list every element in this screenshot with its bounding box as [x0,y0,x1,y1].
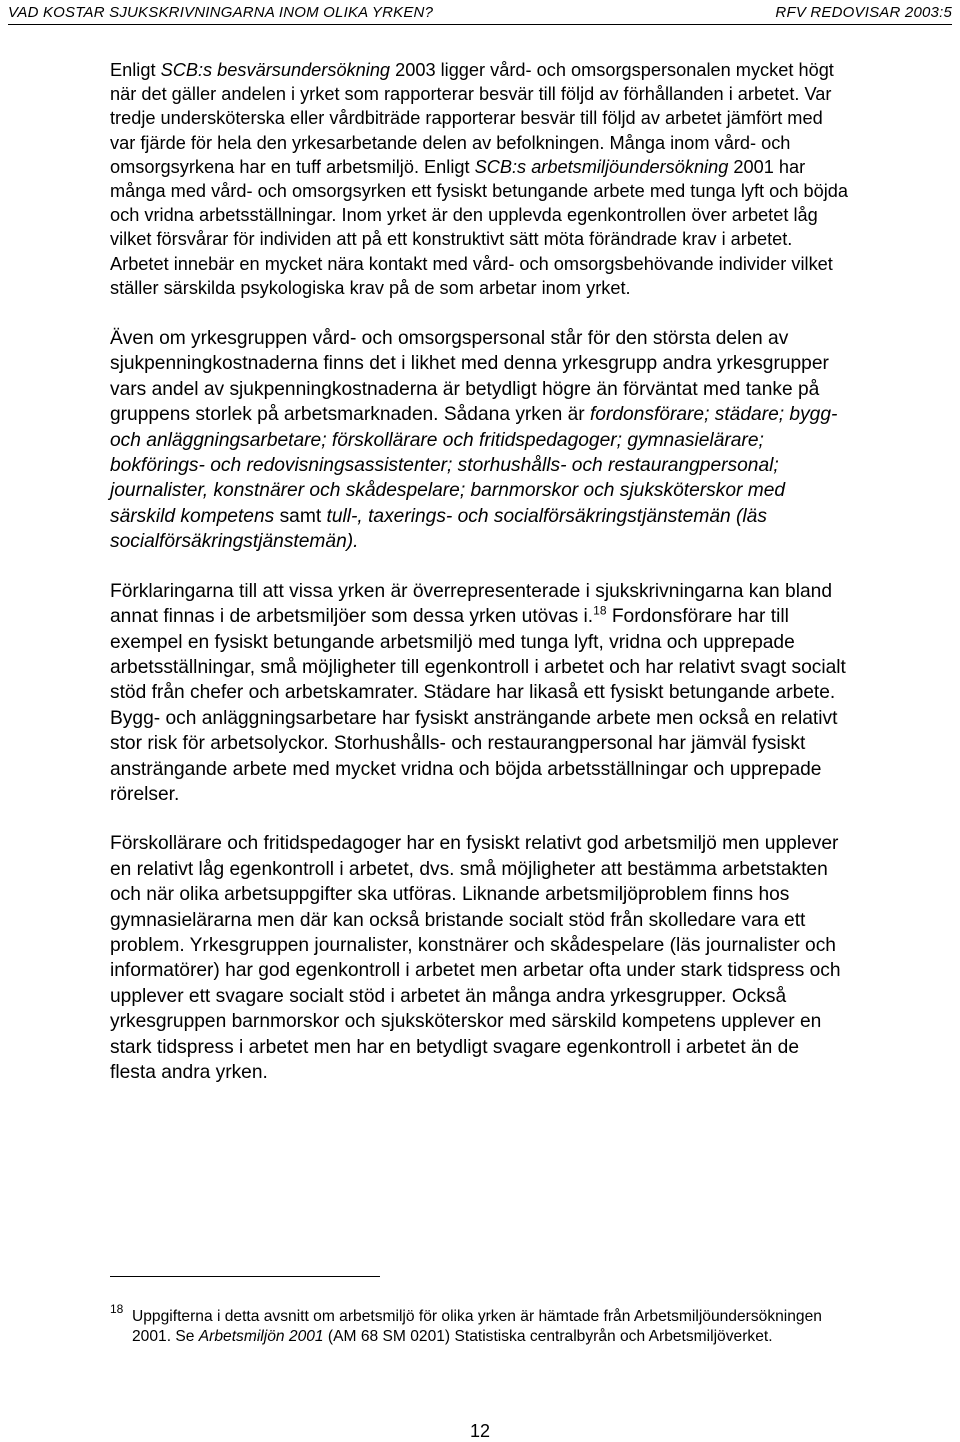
p1-text-1: Enligt [110,60,161,80]
footnote [110,1302,850,1347]
footnote-text [132,1307,850,1347]
paragraph-4 [110,831,850,1085]
page-number: 12 [469,1421,491,1441]
p1-italic-2: SCB:s arbetsmiljöundersökning [474,156,729,177]
p1-italic-1: SCB:s besvärsundersökning [160,60,391,80]
paragraph-1 [110,58,850,300]
footnote-text-1: Uppgifterna i detta avsnitt om arbetsmiljö för olika yrken är hämtade från Arbetsmiljöundersökningen 2001. Se [132,1308,822,1345]
paragraph-3 [110,579,850,808]
footnote-text-2: (AM 68 SM 0201) Statistiska centralbyrån och Arbetsmiljöverket. [323,1328,773,1345]
p3-text-1: Förklaringarna till att vissa yrken är överrepresenterade i sjukskrivningarna kan bland annat finnas i de arbetsmiljöer som dessa yrken utövas i. [110,580,833,628]
p1-text-3: 2001 har många med vård- och omsorgsyrken ett fysiskt betungande arbete med tunga lyft och böjda och vridna arbetsställningar. Inom yrket är den upplevda egenkontrollen över arbetet låg vilket försvårar för individen att på ett konstruktivt sätt möta förändrade krav i arbetet. Arbetet innebär en mycket nära kontakt med vård- och omsorgsbehövande individer vilket ställer särskilda psykologiska krav på de som arbetar inom yrket. [110,156,849,298]
footnote-number: 18 [110,1302,124,1316]
p2-italic-1: fordonsförare; städare; bygg- och anläggningsarbetare; förskollärare och fritidspedagoger; gymnasielärare; bokförings- och redovisningsassistenter; storhushålls- och restaurangpersonal; journalister, konstnärer och skådespelare; barnmorskor och sjuksköterskor med särskild kompetens [110,404,838,527]
body-text [110,58,850,1109]
paragraph-2 [110,326,850,555]
footnote-separator [110,1276,380,1277]
header-report-id: RFV REDOVISAR 2003:5 [775,4,952,21]
footnote-ref[interactable]: 18 [593,603,607,618]
p2-italic-2: tull-, taxerings- och socialförsäkringstjänstemän (läs socialförsäkringstjänstemän). [110,505,767,553]
p4-text-1: Förskollärare och fritidspedagoger har en fysiskt relativt god arbetsmiljö men upplever en relativt låg egenkontroll i arbetet, dvs. små möjligheter att bestämma arbetstakten och när olika arbetsuppgifter ska utföras. Liknande arbetsmiljöproblem finns hos gymnasielärarna men där kan också bristande socialt stöd från skolledare vara ett problem. Yrkesgruppen journalister, konstnärer och skådespelare (läs journalister och informatörer) har god egenkontroll i arbetet men arbetar ofta under stark tidspress och upplever ett svagare socialt stöd i arbetet än många andra yrkesgrupper. Också yrkesgruppen barnmorskor och sjuksköterskor med särskild kompetens upplever en stark tidspress i arbetet men har en betydligt svagare egenkontroll i arbetet än de flesta andra yrken. [110,833,841,1083]
p2-text-2: samt [274,505,327,527]
p2-text-1: Även om yrkesgruppen vård- och omsorgspersonal står för den största delen av sjukpenningkostnaderna finns det i likhet med denna yrkesgrupp andra yrkesgrupper vars andel av sjukpenningkostnaderna är betydligt högre än förväntat med tanke på gruppens storlek på arbetsmarknaden. Sådana yrken är [110,328,829,426]
header-title: VAD KOSTAR SJUKSKRIVNINGARNA INOM OLIKA YRKEN? [8,4,434,21]
footnote-italic: Arbetsmiljön 2001 [198,1328,324,1345]
p1-text-2: 2003 ligger vård- och omsorgspersonalen mycket högt när det gäller andelen i yrket som rapporterar besvär till följd av förhållanden i arbetet. Var tredje undersköterska eller vårdbiträde rapporterar besvär till följd av arbetet jämfört med var fjärde för hela den yrkesarbetande delen av befolkningen. Många inom vård- och omsorgsyrkena har en tuff arbetsmiljö. Enligt [110,60,834,177]
running-header [8,2,952,25]
p3-text-2: Fordonsförare har till exempel en fysiskt betungande arbetsmiljö med tunga lyft, vridna och upprepade arbetsställningar, små möjligheter till egenkontroll i arbetet och har relativt svagt socialt stöd från chefer och arbetskamrater. Städare har likaså ett fysiskt betungande arbete. Bygg- och anläggningsarbetare har fysiskt ansträngande arbete men också en relativt stor risk för arbetsolyckor. Storhushålls- och restaurangpersonal har jämväl fysiskt ansträngande arbete med mycket vridna och böjda arbetsställningar och upprepade rörelser. [110,606,846,805]
